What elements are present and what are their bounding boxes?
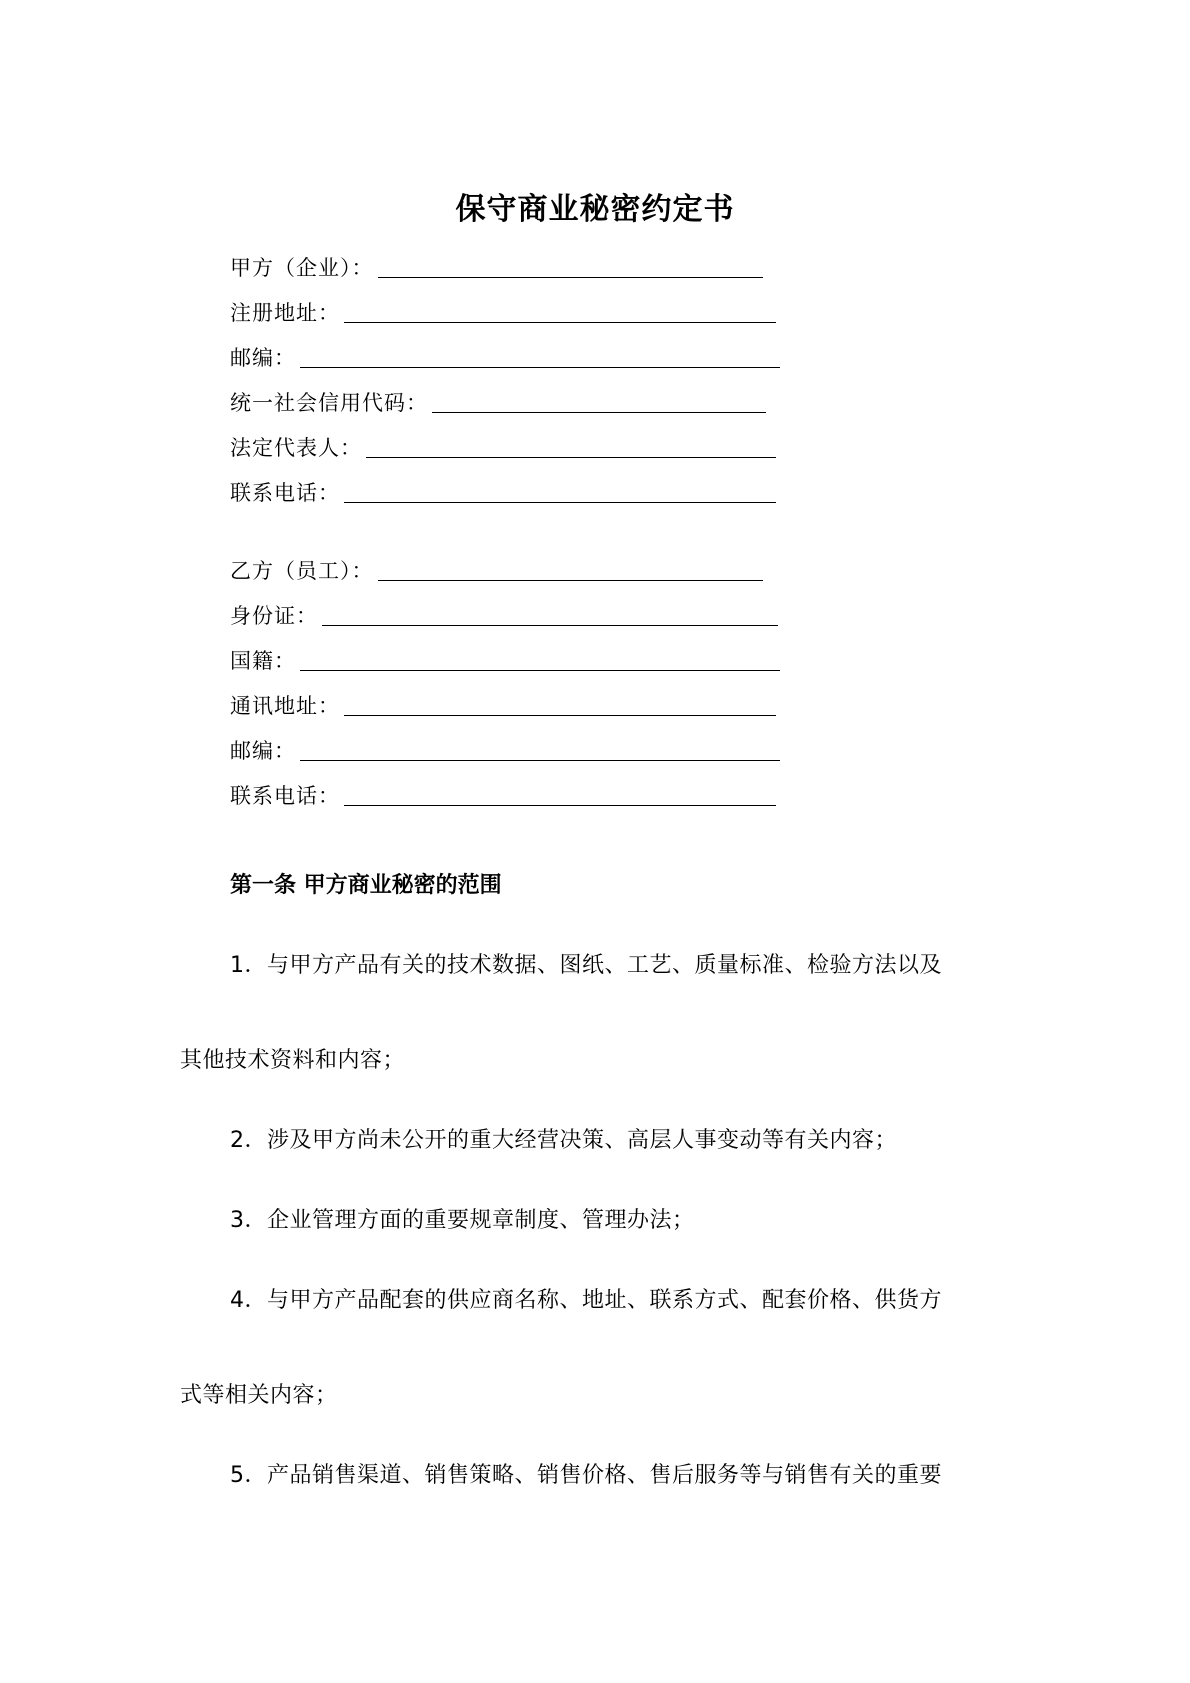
party-b-phone-field [230,778,776,810]
blank-line[interactable] [300,760,780,761]
blank-line[interactable] [300,367,780,368]
field-label: 国籍： [230,649,296,673]
article-line: 3．企业管理方面的重要规章制度、管理办法； [230,1208,695,1233]
field-label: 联系电话： [230,784,340,808]
field-label: 甲方（企业）： [230,256,374,280]
blank-line[interactable] [378,580,763,581]
blank-line[interactable] [344,805,776,806]
blank-line[interactable] [344,715,776,716]
party-b-id-field [230,598,778,630]
blank-line[interactable] [378,277,763,278]
field-label: 邮编： [230,346,296,370]
party-a-name-field [230,250,763,282]
article-line: 1．与甲方产品有关的技术数据、图纸、工艺、质量标准、检验方法以及 [230,953,942,978]
blank-line[interactable] [322,625,778,626]
blank-line[interactable] [344,322,776,323]
field-label: 联系电话： [230,481,340,505]
article-line: 2．涉及甲方尚未公开的重大经营决策、高层人事变动等有关内容； [230,1128,897,1153]
article-heading: 第一条 甲方商业秘密的范围 [230,873,502,898]
blank-line[interactable] [366,457,776,458]
field-label: 注册地址： [230,301,340,325]
party-b-address-field [230,688,776,720]
document-title: 保守商业秘密约定书 [455,192,735,227]
blank-line[interactable] [300,670,780,671]
field-label: 统一社会信用代码： [230,391,428,415]
party-a-address-field [230,295,776,327]
field-label: 邮编： [230,739,296,763]
article-line: 其他技术资料和内容； [180,1048,406,1073]
party-a-credit-code-field [230,385,766,417]
field-label: 身份证： [230,604,318,628]
party-a-phone-field [230,475,776,507]
field-label: 通讯地址： [230,694,340,718]
article-line: 5．产品销售渠道、销售策略、销售价格、售后服务等与销售有关的重要 [230,1463,942,1488]
field-label: 乙方（员工）： [230,559,374,583]
party-b-postcode-field [230,733,780,765]
party-b-name-field [230,553,763,585]
party-b-nationality-field [230,643,780,675]
blank-line[interactable] [432,412,766,413]
article-line: 4．与甲方产品配套的供应商名称、地址、联系方式、配套价格、供货方 [230,1288,942,1313]
party-a-legal-rep-field [230,430,776,462]
blank-line[interactable] [344,502,776,503]
field-label: 法定代表人： [230,436,362,460]
party-a-postcode-field [230,340,780,372]
article-line: 式等相关内容； [180,1383,338,1408]
